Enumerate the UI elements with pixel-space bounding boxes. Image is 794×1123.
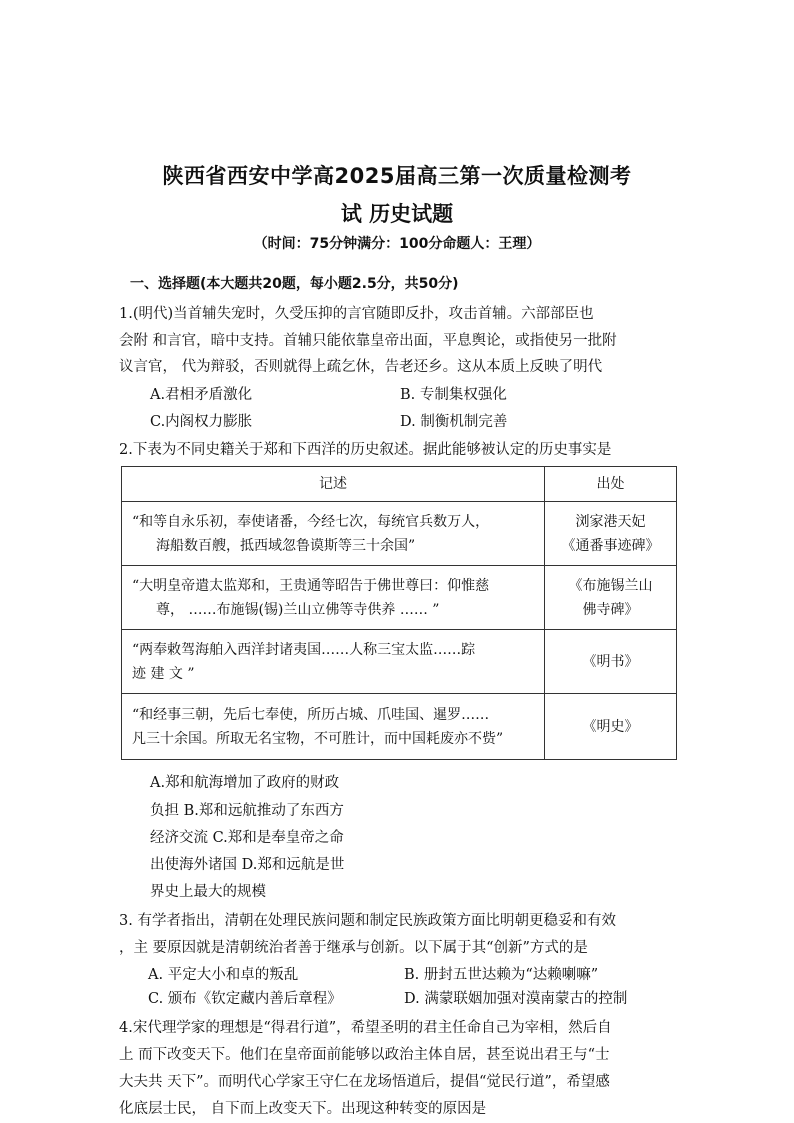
q3-option-a: A. 平定大小和卓的叛乱 — [148, 967, 299, 983]
table-header-source: 出处 — [545, 467, 677, 502]
source-text-line2: 佛寺碑》 — [582, 601, 639, 618]
table-record-cell — [122, 694, 545, 760]
q1-option-a: A.君相矛盾激化 — [150, 387, 253, 403]
table-source-cell — [545, 630, 677, 694]
table-row — [122, 630, 677, 694]
q4-stem-line3: 大夫共 天下”。而明代心学家王守仁在龙场悟道后，提倡“觉民行道”，希望感 — [119, 1074, 610, 1090]
record-text-line2: 迹 建 文 ” — [132, 665, 195, 682]
exam-subtitle: （时间：75分钟满分：100分命题人：王理） — [253, 236, 541, 252]
source-text-line1: 浏家港天妃 — [575, 513, 646, 530]
table-record-cell — [122, 566, 545, 630]
q1-option-d: D. 制衡机制完善 — [400, 414, 508, 430]
q3-option-c: C. 颁布《钦定藏内善后章程》 — [148, 991, 342, 1007]
table-source-cell — [545, 566, 677, 630]
source-text-line1: 《明史》 — [582, 718, 639, 735]
exam-title-line2: 试 历史试题 — [340, 202, 454, 226]
q1-stem-line1: 1.(明代)当首辅失宠时，久受压抑的言官随即反扑，攻击首辅。六部部臣也 — [119, 306, 594, 322]
table-source-cell — [545, 502, 677, 566]
table-source-cell — [545, 694, 677, 760]
q4-stem-line4: 化底层士民， 自下而上改变天下。出现这种转变的原因是 — [119, 1101, 487, 1117]
q4-stem-line2: 上 而下改变天下。他们在皇帝面前能够以政治主体自居，甚至说出君王与“士 — [119, 1047, 610, 1063]
table-record-cell — [122, 630, 545, 694]
q2-stem: 2.下表为不同史籍关于郑和下西洋的历史叙述。据此能够被认定的历史事实是 — [119, 442, 612, 458]
q3-stem-line1: 3. 有学者指出，清朝在处理民族问题和制定民族政策方面比明朝更稳妥和有效 — [119, 913, 616, 929]
record-text-line2: 凡三十余国。所取无名宝物，不可胜计，而中国耗废亦不赀” — [132, 730, 504, 747]
record-text-line1: “和经事三朝，先后七奉使，所历占城、爪哇国、暹罗…… — [132, 706, 490, 723]
table-header-record: 记述 — [122, 467, 545, 502]
table-record-cell — [122, 502, 545, 566]
record-text-line2: 海船数百艘，抵西域忽鲁谟斯等三十余国” — [156, 537, 416, 554]
exam-title-line1: 陕西省西安中学高2025届高三第一次质量检测考 — [162, 164, 632, 188]
q3-option-b: B. 册封五世达赖为“达赖喇嘛” — [404, 967, 599, 983]
record-text-line1: “大明皇帝遣太监郑和，王贵通等昭告于佛世尊曰：仰惟慈 — [132, 577, 490, 594]
q1-option-c: C.内阁权力膨胀 — [150, 414, 253, 430]
table-row — [122, 694, 677, 760]
q2-options-line4: 出使海外诸国 D.郑和远航是世 — [150, 857, 345, 873]
record-text-line1: “两奉敕驾海舶入西洋封诸夷国……人称三宝太监……踪 — [132, 641, 476, 658]
history-records-table — [121, 466, 677, 760]
q3-stem-line2: ，主 要原因就是清朝统治者善于继承与创新。以下属于其“创新”方式的是 — [119, 940, 588, 956]
q2-options-line5: 界史上最大的规模 — [150, 884, 266, 900]
q3-option-d: D. 满蒙联姻加强对漠南蒙古的控制 — [404, 991, 628, 1007]
q2-options-line2: 负担 B.郑和远航推动了东西方 — [150, 803, 344, 819]
q1-option-b: B. 专制集权强化 — [400, 387, 507, 403]
table-row — [122, 566, 677, 630]
record-text-line2: 尊， ……布施锡(锡)兰山立佛等寺供养 …… ” — [156, 601, 440, 618]
q4-stem-line1: 4.宋代理学家的理想是“得君行道”，希望圣明的君主任命自己为宰相，然后自 — [119, 1020, 612, 1036]
source-text-line1: 《布施锡兰山 — [568, 577, 653, 594]
q2-options-line3: 经济交流 C.郑和是奉皇帝之命 — [150, 830, 344, 846]
q1-stem-line2: 会附 和言官，暗中支持。首辅只能依靠皇帝出面，平息舆论，或指使另一批附 — [119, 333, 617, 349]
record-text-line1: “和等自永乐初，奉使诸番，今经七次，每统官兵数万人， — [132, 513, 490, 530]
table-header-row — [122, 467, 677, 502]
q2-options-line1: A.郑和航海增加了政府的财政 — [150, 775, 340, 791]
source-text-line2: 《通番事迹碑》 — [561, 537, 660, 554]
q1-stem-line3: 议言官， 代为辩驳，否则就得上疏乞休，告老还乡。这从本质上反映了明代 — [119, 359, 603, 375]
section-heading: 一、选择题(本大题共20题，每小题2.5分，共50分) — [130, 276, 459, 292]
source-text-line1: 《明书》 — [582, 653, 639, 670]
table-row — [122, 502, 677, 566]
